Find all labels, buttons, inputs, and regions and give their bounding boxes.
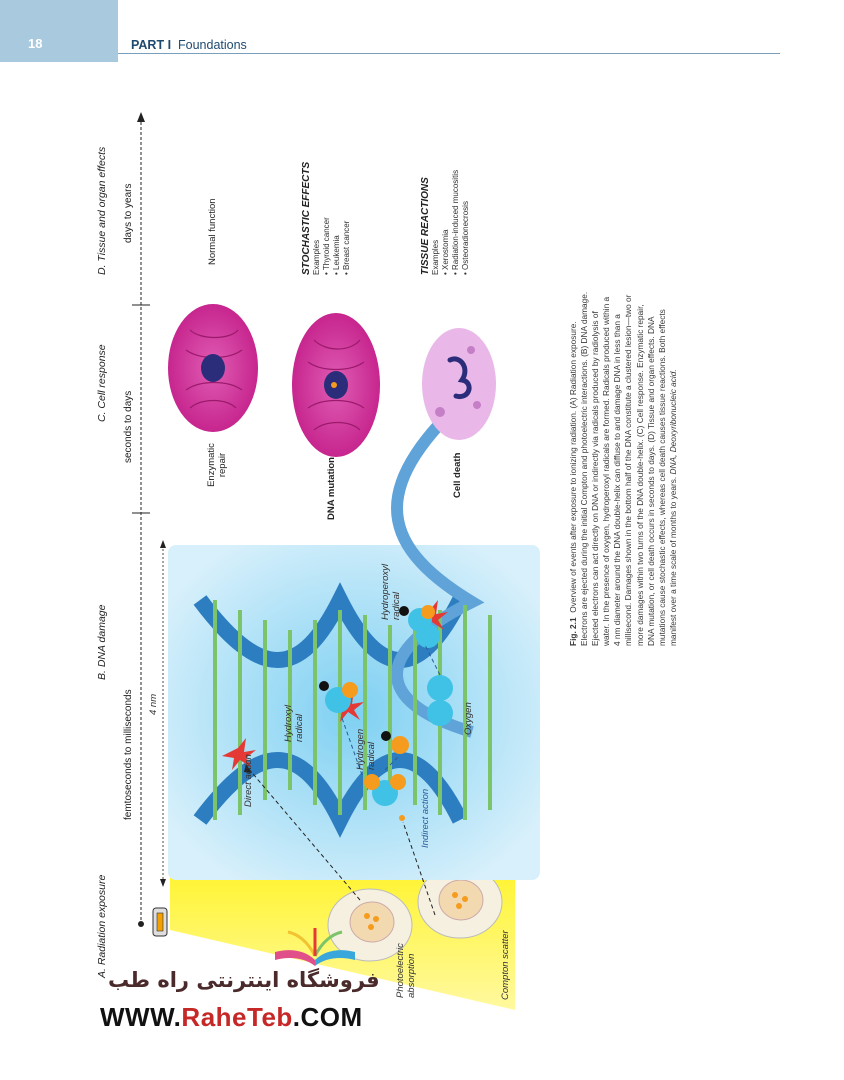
caption-text: Overview of events after exposure to ionizing radiation. (A) Radiation exposure. Electrons are ejected during the initial Compton and photoelectric interactions. (B) DNA damage. Ejected electrons can act directly on DNA or indirectly via radicals produced by radiolysis of water. In the presence of oxygen, hydroperoxyl radicals are formed. Radicals produced within a 4 nm diameter around the DNA double-helix can diffuse to and damage DNA in less than a millisecond. Damages shown in the bottom half of the DNA constitute a clustered lesion—two or more damages within two turns of the DNA double-helix. (C) Cell response. Enzymatic repair, DNA mutation, or cell death occurs in seconds to days. (D) Tissue and organ effects. DNA mutations cause stochastic effects, whereas cell death causes tissue reactions. Both effects manifest over a time scale of months to years. (568, 291, 678, 646)
outcome-enzymatic-repair: Enzymatic repair (206, 443, 228, 487)
cell-dna-mutation (292, 313, 380, 457)
watermark-brand: RaheTeb (181, 1002, 293, 1032)
label-hydroperoxyl: Hydroperoxyl radical (380, 564, 402, 620)
header-a: A. Radiation exposure (96, 874, 108, 978)
label-indirect-action: Indirect action (420, 788, 431, 848)
stochastic-effects-block (301, 162, 352, 275)
running-head-title: Foundations (178, 38, 247, 52)
label-oxygen: Oxygen (463, 702, 474, 735)
tissue-item: • Radiation-induced mucositis (451, 169, 460, 275)
label-hydroxyl: Hydroxyl radical (283, 705, 305, 742)
tissue-reactions-block (420, 170, 471, 275)
figure-caption (568, 290, 679, 646)
label-hydrogen: Hydrogen radical (355, 728, 377, 770)
cell-enzymatic-repair (168, 304, 258, 432)
stochastic-lead: Examples (312, 239, 321, 275)
timeline-start-dot (138, 921, 144, 927)
label-compton: Compton scatter (500, 930, 511, 1000)
running-head-part: PART I (131, 38, 172, 52)
outcome-cell-death: Cell death (452, 452, 463, 498)
caption-abbrev: DNA, Deoxyribonucleic acid. (667, 369, 678, 475)
timeline (132, 112, 150, 927)
tissue-lead: Examples (431, 239, 440, 275)
tissue-item: • Osteoradionecrosis (461, 201, 470, 275)
label-photoelectric: Photoelectric absorption (395, 943, 417, 998)
scale-label-4nm: 4 nm (148, 693, 159, 715)
label-direct-action: Direct action (243, 754, 254, 807)
outcome-dna-mutation: DNA mutation (326, 457, 337, 520)
timescale-b: femtoseconds to milliseconds (123, 689, 134, 820)
effect-normal-function: Normal function (207, 198, 218, 265)
watermark-url (100, 1002, 363, 1033)
cell-death (422, 328, 496, 440)
tissue-item: • Xerostomia (441, 229, 450, 275)
page-number: 18 (28, 36, 43, 51)
header-b: B. DNA damage (96, 604, 108, 680)
tissue-title: TISSUE REACTIONS (420, 177, 431, 275)
timescale-d: days to years (123, 183, 134, 243)
watermark-www: WWW. (100, 1002, 182, 1032)
timeline-arrowhead (137, 112, 145, 122)
watermark-persian: فروشگاه اینترنتی راه طب (108, 968, 380, 992)
stochastic-item: • Leukemia (332, 235, 341, 275)
header-c: C. Cell response (96, 344, 108, 422)
stochastic-title: STOCHASTIC EFFECTS (301, 161, 312, 275)
caption-label: Fig. 2.1 (568, 617, 578, 646)
stochastic-item: • Breast cancer (342, 220, 351, 275)
watermark-tld: .COM (292, 1002, 363, 1032)
timescale-c: seconds to days (123, 390, 134, 463)
header-d: D. Tissue and organ effects (96, 146, 108, 275)
stochastic-item: • Thyroid cancer (322, 217, 331, 275)
watermark-book-logo (270, 920, 360, 970)
